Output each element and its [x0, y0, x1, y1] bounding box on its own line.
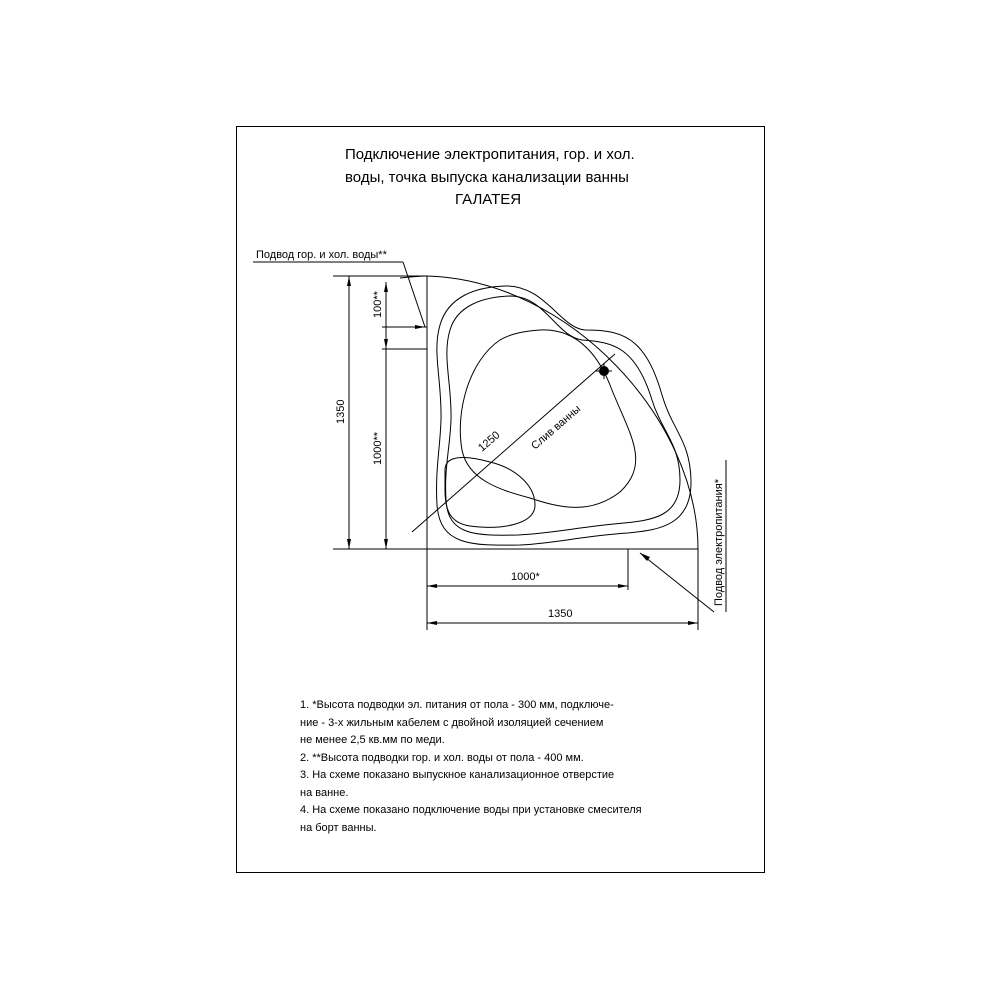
note-line: на борт ванны. — [300, 821, 377, 834]
diagonal-extension-line — [608, 354, 615, 360]
title-line-3: ГАЛАТЕЯ — [455, 191, 522, 208]
power-supply-leader — [640, 553, 714, 612]
note-line: не менее 2,5 кв.мм по меди. — [300, 734, 445, 746]
arrowhead — [384, 339, 388, 349]
water-supply-label: Подвод гор. и хол. воды** — [256, 249, 387, 261]
water-supply-leader — [403, 262, 425, 327]
arrowhead — [688, 621, 698, 625]
note-line: ние - 3-х жильным кабелем с двойной изоляцией сечением — [300, 716, 604, 729]
note-line: 3. На схеме показано выпускное канализационное отверстие — [300, 769, 615, 781]
title-line-1: Подключение электропитания, гор. и хол. — [345, 146, 635, 163]
diagonal-dimension-line — [412, 360, 608, 532]
note-line: 4. На схеме показано подключение воды при установке смесителя — [300, 804, 642, 816]
note-line: 2. **Высота подводки гор. и хол. воды от пола - 400 мм. — [300, 751, 584, 764]
dim-1000-left-label: 1000** — [372, 431, 384, 465]
notes-list — [300, 697, 642, 837]
drain-label: Слив ванны — [529, 402, 584, 453]
dim-1350-bottom-label: 1350 — [548, 608, 573, 620]
dim-100-label: 100** — [372, 291, 384, 318]
arrowhead — [427, 621, 437, 625]
arrowhead — [347, 276, 351, 286]
dim-1350-left-label: 1350 — [335, 399, 347, 424]
power-supply-label: Подвод электропитания* — [713, 479, 725, 606]
dim-1000-bottom-label: 1000* — [511, 571, 540, 583]
arrowhead — [384, 282, 388, 292]
arrowhead — [427, 584, 437, 588]
diagonal-dimension-label: 1250 — [476, 429, 503, 455]
arrowhead — [384, 539, 388, 549]
arrowhead — [415, 325, 425, 329]
title-line-2: воды, точка выпуска канализации ванны — [345, 169, 629, 186]
note-line: на ванне. — [300, 786, 349, 799]
arrowhead — [618, 584, 628, 588]
drain-icon — [596, 363, 612, 379]
arrowhead — [347, 539, 351, 549]
bathtub-basin-floor — [460, 330, 635, 507]
note-line: 1. *Высота подводки эл. питания от пола - 300 мм, подключе- — [300, 699, 614, 711]
bathtub-seat — [445, 457, 535, 527]
bathtub-outer-contour — [427, 276, 698, 549]
